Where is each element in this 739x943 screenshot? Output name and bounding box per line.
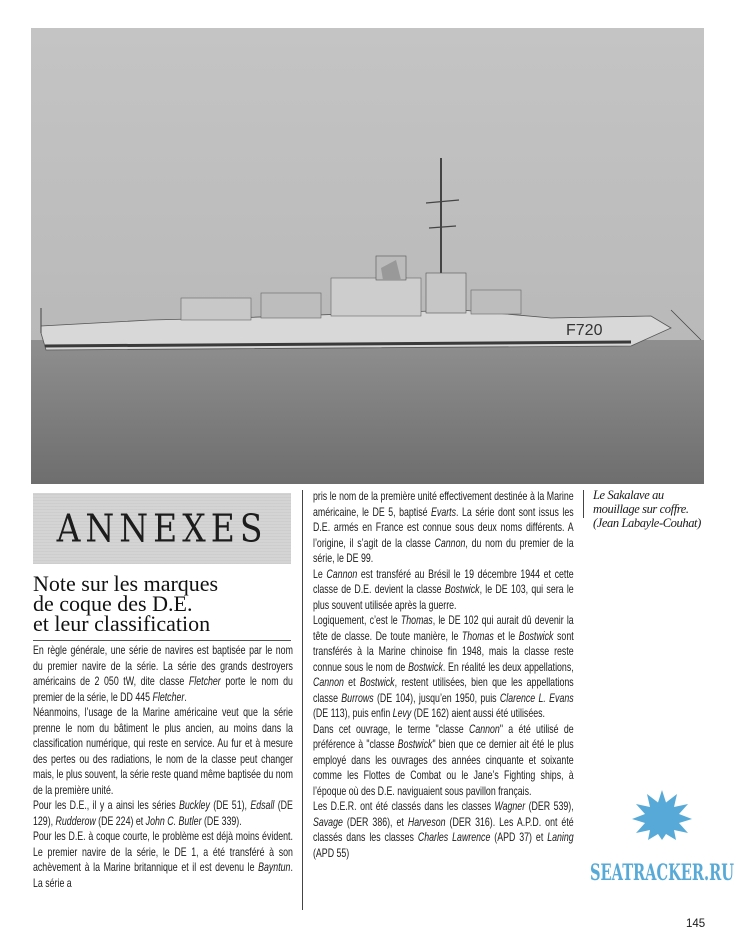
text-run: (DE 104), jusqu’en 1950, puis — [373, 691, 500, 705]
italic-ship-name: Rudderow — [55, 814, 96, 828]
paragraph — [313, 799, 574, 861]
text-run: , restent utilisées, bien que les appellations classe — [313, 676, 574, 705]
italic-ship-name: Clarence L. Evans — [499, 691, 574, 705]
text-run: , le DE 102 qui aurait dû devenir la tête de classe. De toute manière, le — [313, 614, 574, 643]
caption-line: Le Sakalave au — [593, 488, 664, 502]
italic-ship-name: Buckley — [179, 799, 210, 812]
italic-ship-name: Charles Lawrence — [417, 831, 491, 844]
text-run: . En réalité les deux appellations, — [442, 660, 574, 674]
watermark-text: SEATRACKER.RU — [590, 860, 734, 886]
text-run: Néanmoins, l’usage de la Marine américaine veut que la série prenne le nom du bâtiment le plus ancien, au moins dans la classification numérique, qui reste en service. Au fur et à mesure des pertes ou des radiations, le nom de la classe peut changer mais, le plus souvent, la série reste quand même baptisée du nom de la première unité. — [33, 706, 293, 797]
text-run: Les D.E.R. ont été classés dans les classes — [313, 800, 495, 813]
hull-number: F720 — [566, 322, 603, 339]
text-run: En règle générale, une série de navires est baptisée par le nom du premier navire de la série. La série des grands destroyers américains de 2 050 tW, dite classe — [33, 644, 293, 688]
text-run: (DE 339). — [201, 814, 242, 828]
text-run: pris le nom de la première unité effectivement destinée à la Marine américaine, le DE 5, baptisé — [313, 490, 574, 519]
italic-ship-name: Fletcher — [188, 675, 221, 688]
italic-ship-name: Cannon — [326, 567, 358, 581]
italic-ship-name: Bostwick — [359, 676, 395, 689]
text-run: (DER 316). Les A.P.D. ont été classés dans les classes — [313, 815, 574, 844]
text-run: , le DE 103, qui sera le plus souvent utilisée après la guerre. — [313, 583, 574, 612]
italic-ship-name: Savage — [313, 815, 343, 829]
text-run: (DE 162) aient aussi été utilisées. — [411, 707, 546, 720]
text-run: et — [343, 676, 360, 689]
paragraph — [313, 722, 574, 800]
text-run: . La série a — [33, 861, 293, 890]
heading-line: Note sur les marques — [33, 571, 219, 596]
italic-ship-name: Bayntun — [258, 861, 291, 874]
heading-line: de coque des D.E. — [33, 591, 193, 616]
text-run: (APD 37) et — [490, 831, 548, 844]
right-text-column — [313, 489, 574, 861]
heading-rule — [33, 640, 291, 641]
paragraph — [313, 489, 574, 567]
paragraph — [33, 643, 293, 705]
photo-caption — [593, 488, 733, 530]
text-run: " bien que ce dernier ait été le plus employé dans les ouvrages des années cinquante et soixante comme les Flottes de Combat ou le Jane’s Fighting ships, à l’époque où des D.E. naviguaient sous pavillon français. — [313, 738, 574, 798]
text-run: (DE 129), — [33, 799, 293, 828]
italic-ship-name: Thomas — [461, 629, 494, 643]
italic-ship-name: Harveson — [407, 815, 446, 829]
italic-ship-name: Edsall — [250, 799, 275, 812]
caption-rule — [583, 490, 584, 518]
text-run: est transféré au Brésil le 19 décembre 1944 et cette classe de D.E. devient la classe — [313, 567, 574, 596]
text-run: (APD 55) — [313, 846, 350, 860]
paragraph — [33, 798, 293, 829]
section-banner — [33, 493, 291, 564]
italic-ship-name: Burrows — [341, 691, 374, 705]
italic-ship-name: Levy — [392, 707, 412, 720]
text-run: Dans cet ouvrage, le terme "classe — [313, 722, 469, 736]
ship-photo — [31, 28, 704, 484]
text-run: (DE 224) et — [95, 814, 146, 828]
paragraph — [313, 613, 574, 722]
text-run: (DER 539), — [525, 800, 574, 813]
italic-ship-name: Bostwick — [408, 660, 443, 674]
article-heading — [33, 571, 291, 636]
watermark-logo — [588, 790, 736, 900]
italic-ship-name: Laning — [547, 831, 574, 844]
section-title: ANNEXES — [56, 506, 268, 551]
starburst-icon — [632, 790, 692, 840]
page-number: 145 — [686, 918, 706, 930]
text-run: Pour les D.E., il y a ainsi les séries — [33, 799, 180, 812]
text-run: Pour les D.E. à coque courte, le problème est déjà moins évident. Le premier navire de la série, le DE 1, a été transféré à son achèvement à la Marine britannique et il est devenu le — [33, 830, 293, 874]
text-run: " a été utilisé de préférence à "classe — [313, 722, 574, 751]
text-run: (DE 51), — [209, 799, 251, 812]
text-run: Le — [313, 567, 327, 581]
text-run: porte le nom du premier de la série, le DD 445 — [33, 675, 293, 704]
text-run: . La série dont sont issus les D.E. armés en France est connue sous deux noms différents. A l’origine, il s’agit de la classe — [313, 505, 574, 550]
paragraph — [33, 705, 293, 798]
text-run: (DER 386), et — [342, 815, 408, 829]
italic-ship-name: Cannon — [434, 536, 466, 550]
text-run: , du nom du premier de la série, le DE 99. — [313, 536, 574, 565]
italic-ship-name: Bostwick — [397, 738, 433, 751]
text-run: (DE 113), puis enfin — [313, 707, 393, 720]
text-run: sont transférés à la Marine chinoise fin 1948, mais la classe reste connue sous le nom de — [313, 629, 574, 674]
paragraph — [313, 567, 574, 614]
text-run: . — [184, 690, 187, 704]
italic-ship-name: Thomas — [400, 614, 433, 627]
heading-line: et leur classification — [33, 611, 211, 636]
italic-ship-name: Cannon — [468, 722, 500, 736]
paragraph — [33, 829, 293, 891]
caption-line: (Jean Labayle-Couhat) — [593, 516, 701, 530]
italic-ship-name: Evarts — [431, 505, 457, 519]
italic-ship-name: Cannon — [313, 676, 344, 689]
caption-line: mouillage sur coffre. — [593, 502, 689, 516]
italic-ship-name: John C. Butler — [145, 814, 202, 828]
italic-ship-name: Bostwick — [518, 629, 554, 643]
left-text-column — [33, 643, 293, 891]
italic-ship-name: Fletcher — [152, 690, 185, 704]
text-run: Logiquement, c’est le — [313, 614, 401, 627]
column-divider — [302, 490, 303, 910]
text-run: et le — [493, 629, 519, 643]
italic-ship-name: Wagner — [494, 800, 526, 813]
italic-ship-name: Bostwick — [444, 583, 480, 596]
